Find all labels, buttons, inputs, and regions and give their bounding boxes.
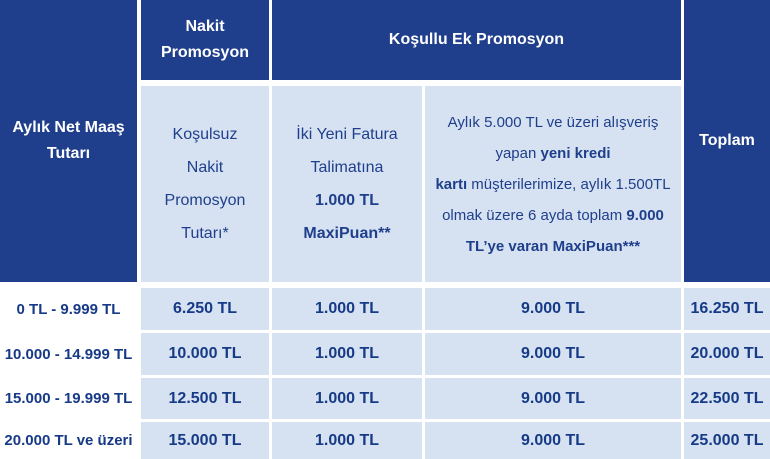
- total-cell: 16.250 TL: [684, 288, 770, 330]
- range-cell: 10.000 - 14.999 TL: [0, 333, 137, 375]
- cash-cell: 12.500 TL: [141, 378, 269, 419]
- cash-cell: 10.000 TL: [141, 333, 269, 375]
- card-line-4: [442, 200, 664, 231]
- range-cell: 0 TL - 9.999 TL: [0, 288, 137, 330]
- bill-points: MaxiPuan**: [303, 225, 391, 242]
- credit-card-subheader: [425, 86, 681, 282]
- cash-promo-header-label: Nakit Promosyon: [160, 18, 249, 61]
- total-cell: 20.000 TL: [684, 333, 770, 375]
- card-line-3: [435, 169, 670, 200]
- card-line-2-b: yeni kredi: [540, 144, 611, 162]
- card-line-4-b: 9.000: [626, 206, 664, 224]
- bill-line-2: Talimatına: [310, 159, 384, 176]
- card-cell: 9.000 TL: [425, 333, 681, 375]
- card-line-3-b: müşterilerimize, aylık 1.500TL: [467, 175, 671, 193]
- unconditional-line-3: Promosyon: [164, 192, 246, 209]
- bill-cell: 1.000 TL: [272, 378, 422, 419]
- total-header-label: Toplam: [699, 132, 755, 149]
- unconditional-line-2: Nakit: [186, 159, 224, 176]
- range-cell: 15.000 - 19.999 TL: [0, 378, 137, 419]
- unconditional-line-1: Koşulsuz: [172, 126, 238, 143]
- card-cell: 9.000 TL: [425, 422, 681, 459]
- salary-header: [0, 0, 137, 282]
- cash-promo-header: [141, 0, 269, 80]
- range-cell: 20.000 TL ve üzeri: [0, 422, 137, 459]
- bill-cell: 1.000 TL: [272, 288, 422, 330]
- card-line-5: TL’ye varan MaxiPuan***: [465, 237, 641, 255]
- bill-amount: 1.000 TL: [314, 192, 380, 209]
- card-line-2-a: yapan: [495, 144, 541, 162]
- card-cell: 9.000 TL: [425, 288, 681, 330]
- card-line-2: [495, 138, 610, 169]
- unconditional-cash-subheader: [141, 86, 269, 282]
- card-cell: 9.000 TL: [425, 378, 681, 419]
- card-line-3-a: kartı: [435, 175, 468, 193]
- card-line-1: Aylık 5.000 TL ve üzeri alışveriş: [447, 113, 659, 131]
- cash-cell: 6.250 TL: [141, 288, 269, 330]
- bill-cell: 1.000 TL: [272, 333, 422, 375]
- card-line-4-a: olmak üzere 6 ayda toplam: [442, 206, 627, 224]
- conditional-promo-header: [272, 0, 681, 80]
- conditional-promo-header-label: Koşullu Ek Promosyon: [388, 31, 565, 48]
- salary-header-label: Aylık Net Maaş Tutarı: [12, 119, 125, 162]
- total-cell: 22.500 TL: [684, 378, 770, 419]
- bill-line-1: İki Yeni Fatura: [296, 126, 398, 143]
- total-header: [684, 0, 770, 282]
- bill-cell: 1.000 TL: [272, 422, 422, 459]
- total-cell: 25.000 TL: [684, 422, 770, 459]
- bill-instruction-subheader: [272, 86, 422, 282]
- unconditional-line-4: Tutarı*: [181, 225, 229, 242]
- cash-cell: 15.000 TL: [141, 422, 269, 459]
